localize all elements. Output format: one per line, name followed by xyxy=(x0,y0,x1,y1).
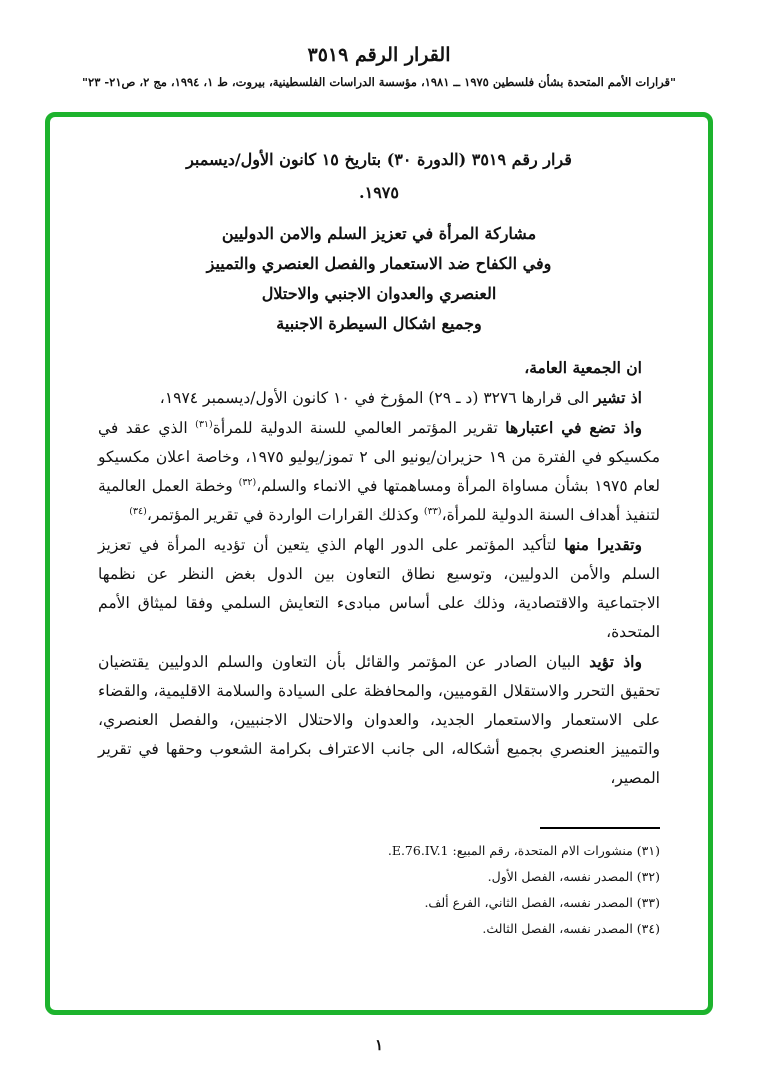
page-number: ١ xyxy=(374,1036,384,1054)
document-header xyxy=(0,0,758,89)
title-line: مشاركة المرأة في تعزيز السلم والامن الدوليين xyxy=(221,224,537,243)
resolution-highlight-box xyxy=(45,112,713,1015)
title-line: العنصري والعدوان الاجنبي والاحتلال xyxy=(261,284,497,303)
title-line: وجميع اشكال السيطرة الاجنبية xyxy=(276,314,482,333)
body-paragraph-assembly: ان الجمعية العامة، xyxy=(524,358,642,377)
page-title: القرار الرقم ٣٥١٩ xyxy=(307,44,451,66)
footnote-divider xyxy=(540,827,660,829)
intro-line: ١٩٧٥. xyxy=(359,183,399,202)
source-citation-line: "قرارات الأمم المتحدة بشأن فلسطين ١٩٧٥ ــ ١٩٨١، مؤسسة الدراسات الفلسطينية، بيروت، ط ١، ١٩٩٤، مج ٢، ص٢١- ٢٣" xyxy=(82,75,676,89)
footnote: (٣٢) المصدر نفسه، الفصل الأول. xyxy=(487,869,660,884)
body-paragraph-endorsing: واذ تؤيد البيان الصادر عن المؤتمر والقائل بأن التعاون والسلم الدوليين يقتضيان تحقيق التحرر والاستقلال القوميين، والمحافظة على السيادة والسلامة الاقليمية، والقضاء على الاستعمار والاستعمار الجديد، والعدوان والاحتلال الاجنبيين، والفصل العنصري، والتمييز العنصري بجميع أشكاله، الى جانب الاعتراف بكرامة الشعوب وحقها في تقرير المصير، xyxy=(98,652,660,787)
title-line: وفي الكفاح ضد الاستعمار والفصل العنصري والتمييز xyxy=(206,254,552,273)
footnotes-section xyxy=(98,827,660,942)
footnote: (٣١) منشورات الام المتحدة، رقم المبيع: E.76.IV.1. xyxy=(387,843,660,858)
body-paragraph-recalling: اذ تشير الى قرارها ٣٢٧٦ (د ـ ٢٩) المؤرخ في ١٠ كانون الأول/ديسمبر ١٩٧٤، xyxy=(159,388,642,407)
footnote: (٣٣) المصدر نفسه، الفصل الثاني، الفرع ألف. xyxy=(424,895,660,910)
body-paragraph-appreciating: وتقديرا منها لتأكيد المؤتمر على الدور الهام الذي يتعين أن تؤديه المرأة في تعزيز السلم والأمن الدوليين، وتوسيع نطاق التعاون بين الدول بغض النظر عن نظمها الاجتماعية والاقتصادية، وذلك على أساس مبادىء التعايش السلمي وفقا لميثاق الأمم المتحدة، xyxy=(98,535,660,641)
resolution-intro xyxy=(98,143,660,209)
intro-line: قرار رقم ٣٥١٩ (الدورة ٣٠) بتاريخ ١٥ كانون الأول/ديسمبر xyxy=(186,150,572,169)
resolution-title xyxy=(98,219,660,339)
footnote: (٣٤) المصدر نفسه، الفصل الثالث. xyxy=(482,921,660,936)
body-paragraph-bearing-in-mind: واذ تضع في اعتبارها تقرير المؤتمر العالمي للسنة الدولية للمرأة$^{(٣١)}$ الذي عقد في مكسيكو في الفترة من ١٩ حزيران/يونيو الى ٢ تموز/يوليو ١٩٧٥، وخاصة اعلان مكسيكو لعام ١٩٧٥ بشأن مساواة المرأة ومساهمتها في الانماء والسلم،$^{(٣٢)}$ وخطة العمل العالمية لتنفيذ أهداف السنة الدولية للمرأة،$^{(٣٣)}$ وكذلك القرارات الواردة في تقرير المؤتمر،$^{(٣٤)}$ xyxy=(98,418,661,524)
